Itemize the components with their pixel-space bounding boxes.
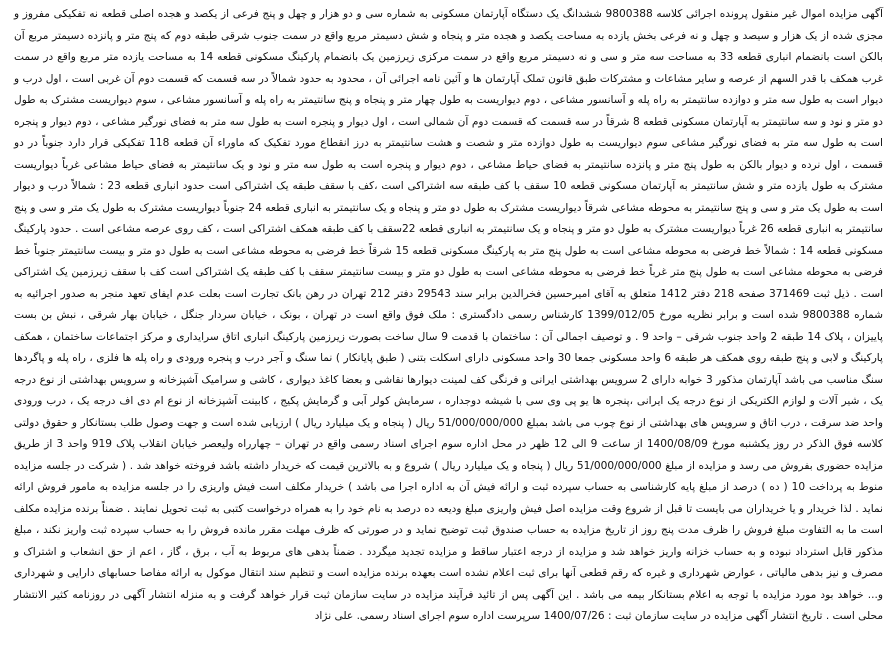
auction-notice-text: آگهی مزایده اموال غیر منقول پرونده اجرائی کلاسه 9800388 ششدانگ یک دستگاه آپارتمان مسکونی به شماره سی و دو هزار و چهل و پنج فرعی از یکصد و هجده اصلی قطعه نه تفکیکی مفروز و مجزی شده از یک هزار و سیصد و چهل و نه فرعی بخش یازده به مساحت یکصد و هجده متر و پنجاه و شش دسیمتر مربع واقع در سمت جنوب شرقی طبقه دوم که پنج متر و پانزده دسیمتر مربع آن بالکن است بانضمام انباری قطعه 33 به مساحت سه متر و سی و نه دسیمتر مربع واقع در سمت مرکزی زیرزمین یک بانضمام پارکینگ مسکونی قطعه 14 به مساحت یازده متر مربع واقع در سمت غرب همکف با قدر السهم از عرصه و سایر مشاعات و مشترکات طبق قانون تملک آپارتمان ها و آئین نامه اجرائی آن ، محدود به حدود شمالاً در سه قسمت که قسمت دوم آن غربی است ، اول درب و دیوار است به طول سه متر و دوازده سانتیمتر به راه پله و آسانسور مشاعی ، دوم دیواریست به طول چهار متر و پنجاه و پنج سانتیمتر به راه پله و آسانسور مشاعی ، سوم دیواریست مشترک به طول دو متر و نود و سه سانتیمتر به آپارتمان مسکونی قطعه 8 شرقاً در سه قسمت که قسمت دوم آن شمالی است ، اول دیوار و پنجره است به طول سه متر به فضای نورگیر مشاعی ، دوم دیوار و پنجره است به طول سه متر به فضای نورگیر مشاعی سوم دیواریست به طول دوازده متر و شصت و هشت سانتیمتر به درز انقطاع مورد تفکیک که ماوراء آن قطعه 118 تفکیکی قرار دارد جنوباً در دو قسمت ، اول نرده و دیوار بالکن به طول پنج متر و پانزده سانتیمتر به فضای حیاط مشاعی ، دوم دیوار و پنجره است به طول سه متر و نود و یک سانتیمتر به فضای حیاط مشاعی غرباً دیواریست مشترک به طول یازده متر و شش سانتیمتر به آپارتمان مسکونی قطعه 10 سقف با کف طبقه سه اشتراکی است ،کف با سقف طبقه یک اشتراکی است حدود انباری قطعه 23 : شمالاً درب و دیوار است به طول یک متر و سی و پنج سانتیمتر به محوطه مشاعی شرقاً دیواریست مشترک به طول دو متر و پنجاه و یک سانتیمتر به انباری قطعه 24 جنوباً دیواریست مشترک به طول یک متر و سی و پنج سانتیمتر به انباری قطعه 26 غرباً دیواریست مشترک به طول دو متر و پنجاه و یک سانتیمتر به انباری قطعه 22سقف با کف طبقه همکف اشتراکی است ، کف روی عرصه مشاعی است . حدود پارکینگ مسکونی قطعه 14 : شمالاً خط فرضی به محوطه مشاعی است به طول پنج متر به پارکینگ مسکونی قطعه 15 شرقاً خط فرضی به محوطه مشاعی است به طول دو متر و بیست سانتیمتر جنوباً خط فرضی به محوطه مشاعی است به طول پنج متر غرباً خط فرضی به محوطه مشاعی است به طول دو متر و بیست سانتیمتر سقف با کف طبقه یک اشتراکی است کف با سقف زیرزمین یک اشتراکی است . ذیل ثبت 371469 صفحه 218 دفتر 1412 متعلق به آقای امیرحسین فخرالدین برابر سند 29543 دفتر 212 تهران در رهن بانک تجارت است بعلت عدم ایفای تعهد منجر به صدور اجرائیه به شماره 9800388 شده است و برابر نظریه مورخ 1399/012/05 کارشناس رسمی دادگستری : ملک فوق واقع است در تهران ، بونک ، خیابان سردار جنگل ، خیابان بهار شرقی ، نبش بن بست پاییزان ، پلاک 14 طبقه 2 واحد جنوب شرقی – واحد 9 . و توصیف اجمالی آن : ساختمان با قدمت 9 سال ساخت بصورت زیرزمین پارکینگ انباری اتاق سرایداری و مرکز اجتماعات ساختمان ، همکف پارکینگ و لابی و پنج طبقه روی همکف هر طبقه 6 واحد مسکونی جمعا 30 واحد مسکونی دارای اسکلت بتنی ( طبق پایانکار ) نما سنگ و آجر درب و پنجره ورودی و راه پله ها فلزی ، راه پله و پاگردها سنگ مناسب می باشد آپارتمان مذکور 3 خوابه دارای 2 سرویس بهداشتی ایرانی و فرنگی کف لمینت دیوارها نقاشی و بعضا کاغذ دیواری ، کاشی و سرامیک آشپزخانه و سرویس بهداشتی از نوع درجه یک ، شیر آلات و لوازم الکتریکی از نوع درجه یک ایرانی ،پنجره ها یو پی وی سی با شیشه دوجداره ، سرمایش کولر آبی و گرمایش پکیج ، کابینت آشپزخانه از نوع ام دی اف درجه یک ، درب ورودی واحد ضد سرقت ، درب اتاق و سرویس های بهداشتی از نوع چوب می باشد بمبلغ 51/000/000/000 ریال ( پنجاه و یک میلیارد ریال ) ارزیابی شده است و جهت وصول طلب بستانکار و حقوق دولتی کلاسه فوق الذکر در روز یکشنبه مورخ 1400/08/09 از ساعت 9 الی 12 ظهر در محل اداره سوم اجرای اسناد رسمی واقع در تهران – چهارراه ولیعصر خیابان انقلاب پلاک 919 واحد 3 از طریق مزایده حضوری بفروش می رسد و مزایده از مبلغ 51/000/000/000 ریال ( پنجاه و یک میلیارد ریال ) شروع و به بالاترین قیمت که خریدار داشته باشد فروخته خواهد شد . ( شرکت در جلسه مزایده منوط به پرداخت 10 ( ده ) درصد از مبلغ پایه کارشناسی به حساب سپرده ثبت و ارائه فیش آن به اداره اجرا می باشد ) خریدار مکلف است فیش واریزی را در جلسه مزایده به مامور فروش ارائه نماید . لذا خریدار و یا خریداران می بایست تا قبل از شروع وقت مزایده اصل فیش واریزی مبلغ ودیعه ده درصد به نام خود را به همراه درخواست کتبی به ثبت تحویل نمایند . ضمناً برنده مزایده مکلف است ما به التفاوت مبلغ فروش را ظرف مدت پنج روز از تاریخ مزایده به حساب صندوق ثبت توضیح نماید و در صورتی که ظرف مهلت مقرر مانده فروش را به حساب سپرده ثبت واریز نکند ، مبلغ مذکور قابل استرداد نبوده و به حساب خزانه واریز خواهد شد و مزایده از درجه اعتبار ساقط و مزایده تجدید میگردد . ضمناً بدهی های مربوط به آب ، برق ، گاز ، اعم از حق انشعاب و اشتراک و مصرف و نیز بدهی مالیاتی ، عوارض شهرداری و غیره که رقم قطعی آنها برای ثبت اعلام نشده است بعهده برنده مزایده است و تنظیم سند انتقال موکول به ارائه مفاصا حسابهای دارایی و شهرداری و... خواهد بود مورد مزایده با توجه به اعلام بستانکار بیمه می باشد . این آگهی پس از تائید فرآیند مزایده در سایت سازمان ثبت قرار خواهد گرفت و به منزله انتشار آگهی در روزنامه کثیر الانتشار محلی است . تاریخ انتشار آگهی مزایده در سایت سازمان ثبت : 1400/07/26 سرپرست اداره سوم اجرای اسناد رسمی. علی نژاد xyxy=(14,8,884,622)
